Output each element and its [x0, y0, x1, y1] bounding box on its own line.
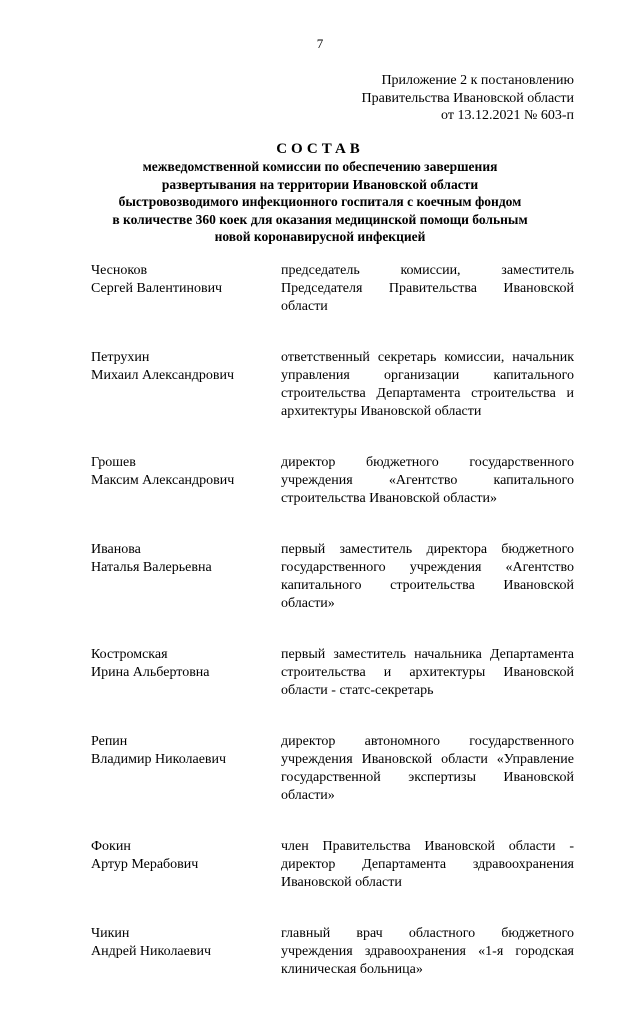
member-name [91, 454, 281, 508]
commission-members-list [91, 262, 574, 1012]
member-role: председатель комиссии, заместитель Председателя Правительства Ивановской области [281, 263, 574, 314]
member-role: директор бюджетного государственного учреждения «Агентство капитального строительства Ивановской области» [281, 455, 574, 506]
page-number: 7 [316, 36, 324, 51]
member-name [91, 541, 281, 613]
member-entry [91, 541, 574, 613]
member-given-names: Ирина Альбертовна [91, 665, 210, 680]
member-role: член Правительства Ивановской области - директор Департамента здравоохранения Ивановской области [281, 839, 574, 890]
member-entry [91, 349, 574, 421]
member-name [91, 925, 281, 979]
appendix-line: Правительства Ивановской области [361, 90, 574, 106]
member-role: первый заместитель начальника Департамента строительства и архитектуры Ивановской области - статс-секретарь [281, 647, 574, 698]
member-role: ответственный секретарь комиссии, начальник управления организации капитального строительства Департамента строительства и архитектуры Ивановской области [281, 350, 574, 419]
member-given-names: Владимир Николаевич [91, 752, 227, 767]
member-surname: Репин [91, 734, 128, 749]
member-entry [91, 733, 574, 805]
member-surname: Петрухин [91, 350, 150, 365]
document-subtitle-line: быстровозводимого инфекционного госпиталя с коечным фондом [118, 194, 522, 209]
member-entry [91, 925, 574, 979]
document-title: СОСТАВ [276, 141, 364, 157]
member-name [91, 838, 281, 892]
document-subtitle-line: новой коронавирусной инфекцией [214, 229, 426, 244]
member-given-names: Сергей Валентинович [91, 281, 223, 296]
document-subtitle-line: межведомственной комиссии по обеспечению завершения [142, 159, 498, 174]
appendix-header [362, 72, 574, 125]
member-given-names: Михаил Александрович [91, 368, 235, 383]
member-given-names: Андрей Николаевич [91, 944, 211, 959]
member-role: главный врач областного бюджетного учреждения здравоохранения «1-я городская клиническая больница» [281, 926, 574, 977]
member-entry [91, 262, 574, 316]
member-name [91, 733, 281, 805]
member-surname: Чесноков [91, 263, 148, 278]
appendix-line: от 13.12.2021 № 603-п [441, 108, 574, 123]
member-surname: Фокин [91, 839, 131, 854]
member-surname: Грошев [91, 455, 136, 470]
member-given-names: Артур Мерабович [91, 857, 199, 872]
member-given-names: Наталья Валерьевна [91, 560, 212, 575]
member-entry [91, 838, 574, 892]
document-title-block [0, 140, 640, 246]
member-entry [91, 646, 574, 700]
member-entry [91, 454, 574, 508]
member-name [91, 349, 281, 421]
member-surname: Иванова [91, 542, 141, 557]
member-surname: Чикин [91, 926, 130, 941]
member-name [91, 262, 281, 316]
document-subtitle-line: в количестве 360 коек для оказания медицинской помощи больным [112, 211, 528, 227]
member-role: первый заместитель директора бюджетного государственного учреждения «Агентство капитального строительства Ивановской области» [281, 542, 574, 611]
document-subtitle-line: развертывания на территории Ивановской области [161, 176, 479, 192]
member-name [91, 646, 281, 700]
appendix-line: Приложение 2 к постановлению [381, 73, 574, 88]
member-surname: Костромская [91, 647, 168, 662]
member-role: директор автономного государственного учреждения Ивановской области «Управление государственной экспертизы Ивановской области» [281, 734, 574, 803]
member-given-names: Максим Александрович [91, 473, 235, 488]
